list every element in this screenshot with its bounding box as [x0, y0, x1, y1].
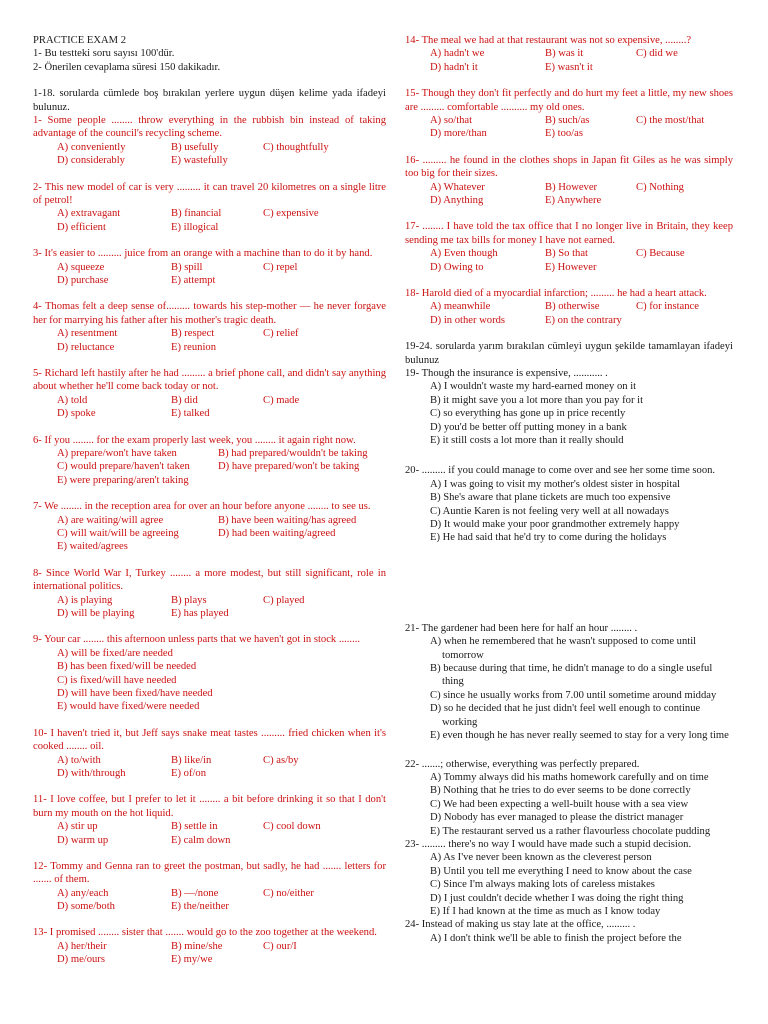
question-stem: 12- Tommy and Genna ran to greet the postman, but sadly, he had ....... letters for ....... of them. — [33, 860, 386, 886]
option-e[interactable]: E) wasn't it — [545, 61, 593, 73]
option-b[interactable]: B) So that — [545, 248, 588, 260]
question-21 — [405, 622, 733, 743]
header-line-2: 2- Önerilen cevaplama süresi 150 dakikadır. — [33, 61, 221, 73]
option-c[interactable]: C) made — [263, 394, 300, 406]
question-stem: 24- Instead of making us stay late at the office, ......... . — [405, 919, 636, 931]
option-b[interactable]: B) like/in — [171, 754, 212, 766]
option-b[interactable]: B) financial — [171, 208, 222, 220]
question-stem: 20- ......... if you could manage to come over and see her some time soon. — [405, 465, 716, 477]
option-d[interactable]: D) It would make your poor grandmother extremely happy — [430, 519, 680, 531]
question-stem: 19- Though the insurance is expensive, ........... . — [405, 367, 608, 379]
option-c[interactable]: C) no/either — [263, 887, 314, 899]
option-e[interactable]: E) it still costs a lot more than it really should — [430, 435, 624, 446]
section-instructions-2: 19-24. sorularda yarım bırakılan cümleyi uygun şekilde tamamlayan ifadeyi bulunuz — [405, 341, 733, 366]
option-d[interactable]: D) more/than — [430, 128, 487, 140]
option-e[interactable]: E) If I had known at the time as much as I know today — [430, 905, 661, 917]
question-stem: 16- ......... he found in the clothes shops in Japan fit Giles as he was simply too big for their sizes. — [405, 154, 733, 180]
option-e[interactable]: E) even though he has never really seemed to stay for a very long time — [430, 730, 729, 742]
option-b[interactable]: B) has been fixed/will be needed — [57, 661, 197, 673]
question-22 — [405, 758, 733, 838]
option-a[interactable]: A) her/their — [57, 940, 107, 952]
left-column — [33, 34, 386, 967]
option-c[interactable]: C) so everything has gone up in price recently — [430, 408, 626, 420]
question-stem: 4- Thomas felt a deep sense of......... towards his step-mother — he never forgave her for marrying his father after his mother's tragic death. — [33, 301, 386, 326]
option-a[interactable]: A) is playing — [57, 594, 113, 606]
question-stem: 15- Though they don't fit perfectly and do hurt my feet a little, my new shoes are ......... comfortable .......... my old ones. — [405, 88, 733, 113]
section-instructions-1: 1-18. sorularda cümlede boş bırakılan yerlere uygun düşen kelime yada ifadeyi bulunuz. — [33, 88, 386, 113]
question-stem: 7- We ........ in the reception area for over an hour before anyone ........ to see us. — [33, 501, 371, 513]
option-d[interactable]: D) Nobody has ever managed to please the district manager — [430, 812, 684, 824]
option-a[interactable]: A) squeeze — [57, 261, 105, 273]
option-d[interactable]: D) some/both — [57, 901, 115, 913]
option-c[interactable]: C) for instance — [636, 301, 699, 313]
option-d[interactable]: D) Owing to — [430, 261, 484, 273]
option-c[interactable]: C) did we — [636, 48, 678, 60]
option-b[interactable]: B) did — [171, 394, 198, 406]
option-c[interactable]: C) as/by — [263, 754, 299, 766]
option-b[interactable]: B) respect — [171, 328, 215, 340]
option-c[interactable]: C) expensive — [263, 208, 319, 220]
question-stem: 23- ......... there's no way I would have made such a stupid decision. — [405, 838, 692, 850]
question-13 — [33, 926, 386, 966]
option-a[interactable]: A) Whatever — [430, 181, 485, 193]
option-c[interactable]: C) Because — [636, 248, 685, 260]
option-c[interactable]: C) would prepare/haven't taken — [57, 461, 190, 473]
question-9 — [33, 633, 386, 713]
option-a[interactable]: A) will be fixed/are needed — [57, 647, 173, 659]
option-a[interactable]: A) meanwhile — [430, 301, 491, 313]
question-stem: 10- I haven't tried it, but Jeff says snake meat tastes ......... fried chicken when it's cooked ........ oil. — [33, 727, 386, 753]
option-a[interactable]: A) stir up — [57, 821, 98, 833]
question-8 — [33, 567, 386, 621]
option-d[interactable]: D) hadn't it — [430, 61, 478, 73]
option-e[interactable]: E) of/on — [171, 767, 207, 779]
option-b[interactable]: B) —/none — [171, 887, 219, 899]
question-14 — [405, 34, 733, 74]
option-d[interactable]: D) had been waiting/agreed — [218, 527, 336, 539]
option-d[interactable]: D) in other words — [430, 314, 506, 326]
question-5 — [33, 367, 386, 421]
question-16 — [405, 154, 733, 208]
option-a[interactable]: A) any/each — [57, 887, 109, 899]
option-b[interactable]: B) was it — [545, 48, 584, 60]
option-a[interactable]: A) told — [57, 394, 88, 406]
option-a[interactable]: A) to/with — [57, 754, 101, 766]
option-e[interactable]: E) wastefully — [171, 155, 228, 167]
option-b[interactable]: B) She's aware that plane tickets are much too expensive — [430, 492, 671, 504]
option-d[interactable]: D) Anything — [430, 194, 484, 206]
option-e[interactable]: E) calm down — [171, 834, 231, 846]
option-e[interactable]: E) He had said that he'd try to come during the holidays — [430, 532, 667, 544]
option-b[interactable]: B) mine/she — [171, 940, 223, 952]
option-c[interactable]: C) is fixed/will have needed — [57, 674, 177, 686]
option-c[interactable]: C) Auntie Karen is not feeling very well at all nowadays — [430, 505, 669, 517]
option-b[interactable]: B) usefully — [171, 141, 219, 153]
option-a[interactable]: A) extravagant — [57, 208, 121, 220]
option-d[interactable]: D) have prepared/won't be taking — [218, 461, 360, 473]
question-23 — [405, 838, 733, 918]
option-b[interactable]: B) it might save you a lot more than you pay for it — [430, 394, 644, 406]
option-e[interactable]: E) waited/agrees — [57, 541, 128, 553]
question-18 — [405, 287, 733, 327]
question-4 — [33, 300, 386, 354]
question-20 — [405, 464, 733, 544]
option-c[interactable]: C) Since I'm always making lots of careless mistakes — [430, 879, 655, 891]
option-b[interactable]: B) However — [545, 181, 598, 193]
option-c[interactable]: C) since he usually works from 7.00 until sometime around midday — [430, 689, 717, 701]
option-d[interactable]: D) warm up — [57, 834, 109, 846]
option-b[interactable]: B) had prepared/wouldn't be taking — [218, 448, 368, 459]
question-stem: 5- Richard left hastily after he had ......... a brief phone call, and didn't say anything about whether he'll come back today or not. — [33, 368, 386, 393]
option-b[interactable]: B) settle in — [171, 821, 218, 833]
option-d[interactable]: D) considerably — [57, 155, 125, 167]
question-stem: 18- Harold died of a myocardial infarction; ......... he had a heart attack. — [405, 287, 707, 299]
option-e[interactable]: E) talked — [171, 408, 210, 420]
question-6 — [33, 434, 386, 488]
option-b[interactable]: B) Nothing that he tries to do ever seems to be done correctly — [430, 785, 691, 797]
option-d[interactable]: D) spoke — [57, 408, 96, 420]
option-c[interactable]: C) cool down — [263, 821, 321, 833]
option-a[interactable]: A) Tommy always did his maths homework carefully and on time — [430, 771, 709, 783]
option-a[interactable]: A) Even though — [430, 248, 498, 260]
question-2 — [33, 181, 386, 235]
option-e[interactable]: E) Anywhere — [545, 194, 602, 206]
option-b[interactable]: B) spill — [171, 261, 203, 273]
header-line-1: 1- Bu testteki soru sayısı 100'dür. — [33, 48, 175, 60]
option-c[interactable]: C) repel — [263, 261, 298, 273]
option-a[interactable]: A) I wouldn't waste my hard-earned money on it — [430, 381, 637, 393]
option-c[interactable]: C) relief — [263, 328, 299, 340]
option-e[interactable]: E) attempt — [171, 275, 216, 287]
option-a[interactable]: A) conveniently — [57, 141, 126, 153]
option-c[interactable]: C) played — [263, 594, 305, 606]
option-c[interactable]: C) the most/that — [636, 115, 705, 126]
option-b[interactable]: B) Until you tell me everything I need to know about the case — [430, 865, 692, 877]
option-d[interactable]: D) you'd be better off putting money in a bank — [430, 421, 627, 433]
question-stem: 13- I promised ........ sister that ....... would go to the zoo together at the weekend. — [33, 927, 377, 939]
option-e[interactable]: E) has played — [171, 607, 229, 619]
question-17 — [405, 220, 733, 274]
question-10 — [33, 727, 386, 781]
option-b[interactable]: B) plays — [171, 594, 207, 606]
option-e[interactable]: E) too/as — [545, 128, 583, 140]
option-a[interactable]: A) prepare/won't have taken — [57, 448, 177, 459]
question-11 — [33, 793, 386, 847]
option-b[interactable]: B) have been waiting/has agreed — [218, 514, 357, 526]
option-a[interactable]: A) are waiting/will agree — [57, 514, 164, 526]
right-column — [405, 34, 733, 945]
option-d[interactable]: D) reluctance — [57, 341, 115, 353]
option-e[interactable]: E) my/we — [171, 954, 213, 966]
option-a[interactable]: A) when he remembered that he wasn't supposed to come until tomorrow — [430, 636, 697, 661]
question-stem: 21- The gardener had been here for half an hour ........ . — [405, 622, 638, 634]
option-a[interactable]: A) so/that — [430, 115, 473, 126]
question-7 — [33, 500, 386, 554]
option-e[interactable]: E) illogical — [171, 221, 219, 233]
option-b[interactable]: B) such/as — [545, 115, 590, 126]
exam-title: PRACTICE EXAM 2 — [33, 35, 126, 46]
question-stem: 3- It's easier to ......... juice from an orange with a machine than to do it by hand. — [33, 248, 373, 260]
question-stem: 9- Your car ........ this afternoon unless parts that we haven't got in stock ........ — [33, 634, 361, 646]
option-a[interactable]: A) I was going to visit my mother's oldest sister in hospital — [430, 478, 680, 490]
exam-header — [33, 34, 386, 74]
option-c[interactable]: C) will wait/will be agreeing — [57, 527, 179, 539]
option-d[interactable]: D) purchase — [57, 275, 109, 287]
option-c[interactable]: C) our/I — [263, 940, 297, 952]
question-12 — [33, 860, 386, 914]
option-e[interactable]: E) the/neither — [171, 901, 229, 913]
option-d[interactable]: D) I just couldn't decide whether I was doing the right thing — [430, 892, 684, 904]
question-stem: 2- This new model of car is very ......... it can travel 20 kilometres on a single litre of petrol! — [33, 181, 386, 207]
question-stem: 6- If you ........ for the exam properly last week, you ........ it again right now. — [33, 434, 356, 446]
question-24 — [405, 918, 733, 945]
question-stem: 8- Since World War I, Turkey ........ a more modest, but still significant, role in international politics. — [33, 567, 386, 593]
option-c[interactable]: C) Nothing — [636, 181, 684, 193]
option-c[interactable]: C) We had been expecting a well-built house with a sea view — [430, 798, 689, 810]
option-b[interactable]: B) otherwise — [545, 301, 600, 313]
option-a[interactable]: A) resentment — [57, 328, 118, 340]
option-d[interactable]: D) efficient — [57, 221, 106, 233]
option-b[interactable]: B) because during that time, he didn't manage to do a single useful thing — [430, 663, 713, 688]
option-e[interactable]: E) would have fixed/were needed — [57, 701, 200, 713]
option-e[interactable]: E) reunion — [171, 341, 217, 353]
option-d[interactable]: D) will have been fixed/have needed — [57, 687, 213, 699]
question-15 — [405, 87, 733, 141]
question-stem: 1- Some people ........ throw everything in the rubbish bin instead of taking advantage of the council's recycling scheme. — [33, 115, 386, 140]
option-e[interactable]: E) were preparing/aren't taking — [57, 474, 189, 486]
option-d[interactable]: D) will be playing — [57, 607, 135, 619]
question-stem: 11- I love coffee, but I prefer to let it ........ a bit before drinking it so that I don't burn my mouth on the hot liquid. — [33, 794, 386, 819]
option-c[interactable]: C) thoughtfully — [263, 141, 329, 153]
option-e[interactable]: E) However — [545, 261, 597, 273]
question-3 — [33, 247, 386, 287]
question-stem: 17- ........ I have told the tax office that I no longer live in Britain, they keep sending me tax bills for money I have not earned. — [405, 221, 733, 246]
option-e[interactable]: E) on the contrary — [545, 314, 622, 326]
option-d[interactable]: D) me/ours — [57, 954, 105, 966]
option-e[interactable]: E) The restaurant served us a rather flavourless chocolate pudding — [430, 825, 711, 837]
question-stem: 22- .......; otherwise, everything was perfectly prepared. — [405, 758, 640, 770]
question-stem: 14- The meal we had at that restaurant was not so expensive, ........? — [405, 35, 692, 46]
question-1 — [33, 114, 386, 168]
option-a[interactable]: A) I don't think we'll be able to finish the project before the — [430, 932, 682, 944]
option-a[interactable]: A) hadn't we — [430, 48, 485, 60]
question-19 — [405, 367, 733, 447]
option-d[interactable]: D) with/through — [57, 767, 126, 779]
option-a[interactable]: A) As I've never been known as the cleverest person — [430, 852, 652, 864]
option-d[interactable]: D) so he decided that he just didn't feel well enough to continue working — [430, 703, 701, 728]
